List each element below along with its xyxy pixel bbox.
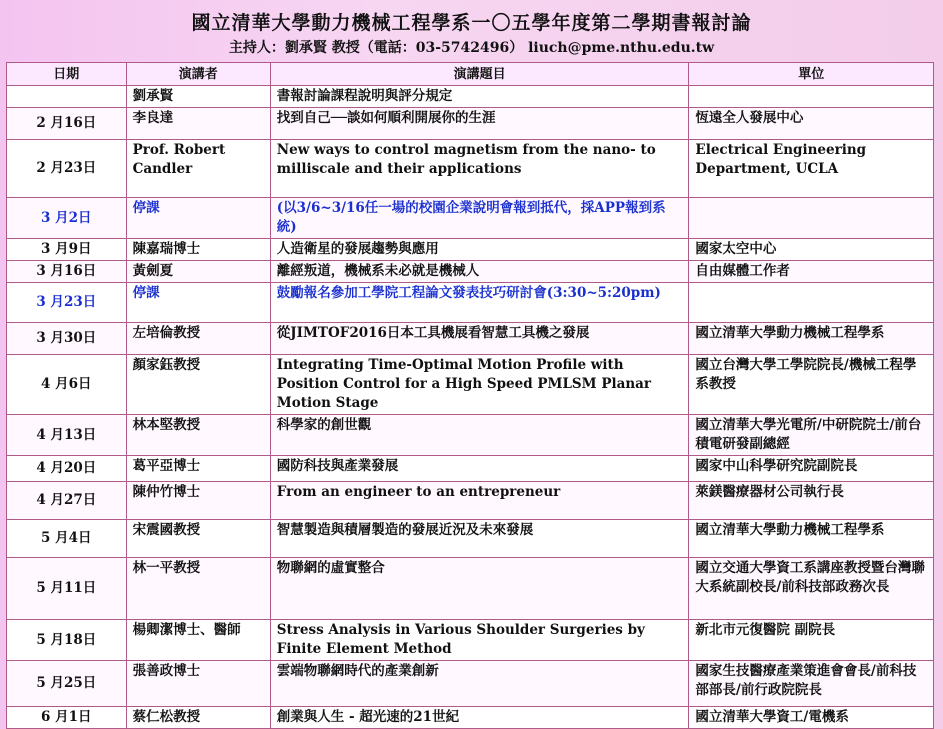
- cell-unit: [689, 198, 934, 239]
- cell-topic: (以3/6~3/16任一場的校園企業說明會報到抵代，採APP報到系統): [270, 198, 689, 239]
- cell-speaker: 陳仲竹博士: [126, 482, 270, 520]
- table-row: [7, 239, 934, 261]
- cell-date: 5 月25日: [7, 661, 127, 707]
- cell-topic: 離經叛道，機械系未必就是機械人: [270, 261, 689, 283]
- cell-unit: 萊鎂醫療器材公司執行長: [689, 482, 934, 520]
- cell-topic: Integrating Time-Optimal Motion Profile with Position Control for a High Speed PMLSM Planar Motion Stage: [270, 355, 689, 415]
- cell-topic: New ways to control magnetism from the nano- to milliscale and their applications: [270, 140, 689, 198]
- table-row: [7, 108, 934, 140]
- table-row: [7, 415, 934, 456]
- table-row: [7, 323, 934, 355]
- cell-topic: Stress Analysis in Various Shoulder Surgeries by Finite Element Method: [270, 620, 689, 661]
- cell-unit: [689, 86, 934, 108]
- cell-date: 5 月11日: [7, 558, 127, 620]
- table-row: [7, 620, 934, 661]
- cell-date: 2 月23日: [7, 140, 127, 198]
- table-row: [7, 140, 934, 198]
- table-row: [7, 86, 934, 108]
- cell-date: 3 月2日: [7, 198, 127, 239]
- cell-date: 4 月6日: [7, 355, 127, 415]
- cell-date: 3 月30日: [7, 323, 127, 355]
- cell-topic: 找到自己──談如何順利開展你的生涯: [270, 108, 689, 140]
- cell-unit: 國家太空中心: [689, 239, 934, 261]
- cell-speaker: 停課: [126, 198, 270, 239]
- cell-topic: 科學家的創世觀: [270, 415, 689, 456]
- cell-unit: 國家中山科學研究院副院長: [689, 456, 934, 482]
- cell-unit: 新北市元復醫院 副院長: [689, 620, 934, 661]
- cell-topic: 從JIMTOF2016日本工具機展看智慧工具機之發展: [270, 323, 689, 355]
- table-row: [7, 198, 934, 239]
- cell-topic: 創業與人生 - 超光速的21世紀: [270, 707, 689, 729]
- column-header-unit: 單位: [689, 63, 934, 86]
- cell-date: [7, 86, 127, 108]
- cell-speaker: 蔡仁松教授: [126, 707, 270, 729]
- cell-speaker: 左培倫教授: [126, 323, 270, 355]
- cell-speaker: 停課: [126, 283, 270, 323]
- cell-date: 3 月23日: [7, 283, 127, 323]
- cell-unit: 國立清華大學動力機械工程學系: [689, 520, 934, 558]
- table-row: [7, 456, 934, 482]
- cell-unit: [689, 283, 934, 323]
- page-title: 國立清華大學動力機械工程學系一〇五學年度第二學期書報討論: [191, 12, 752, 34]
- cell-date: 3 月9日: [7, 239, 127, 261]
- cell-unit: 國立清華大學動力機械工程學系: [689, 323, 934, 355]
- table-row: [7, 283, 934, 323]
- cell-date: 6 月1日: [7, 707, 127, 729]
- table-row: [7, 558, 934, 620]
- cell-speaker: 張善政博士: [126, 661, 270, 707]
- cell-speaker: 林本堅教授: [126, 415, 270, 456]
- cell-speaker: 黃劍夏: [126, 261, 270, 283]
- cell-unit: 自由媒體工作者: [689, 261, 934, 283]
- column-header-speaker: 演講者: [126, 63, 270, 86]
- cell-date: 5 月4日: [7, 520, 127, 558]
- cell-speaker: Prof. Robert Candler: [126, 140, 270, 198]
- cell-unit: 國立台灣大學工學院院長/機械工程學系教授: [689, 355, 934, 415]
- cell-date: 5 月18日: [7, 620, 127, 661]
- cell-topic: 物聯網的虛實整合: [270, 558, 689, 620]
- cell-unit: 國立清華大學資工/電機系: [689, 707, 934, 729]
- cell-speaker: 林一平教授: [126, 558, 270, 620]
- cell-unit: 國立交通大學資工系講座教授暨台灣聯大系統副校長/前科技部政務次長: [689, 558, 934, 620]
- table-header-row: [7, 63, 934, 86]
- cell-unit: Electrical Engineering Department, UCLA: [689, 140, 934, 198]
- cell-speaker: 李良達: [126, 108, 270, 140]
- table-row: [7, 482, 934, 520]
- cell-topic: 智慧製造與積層製造的發展近況及未來發展: [270, 520, 689, 558]
- table-row: [7, 707, 934, 729]
- cell-date: 2 月16日: [7, 108, 127, 140]
- table-row: [7, 520, 934, 558]
- cell-topic: 國防科技與產業發展: [270, 456, 689, 482]
- cell-topic: 雲端物聯網時代的產業創新: [270, 661, 689, 707]
- cell-date: 3 月16日: [7, 261, 127, 283]
- cell-speaker: 楊卿潔博士、醫師: [126, 620, 270, 661]
- cell-speaker: 宋震國教授: [126, 520, 270, 558]
- cell-topic: 鼓勵報名參加工學院工程論文發表技巧研討會(3:30~5:20pm): [270, 283, 689, 323]
- page-subtitle: 主持人：劉承賢 教授（電話：03-5742496） liuch@pme.nthu.edu.tw: [228, 40, 715, 56]
- cell-topic: 書報討論課程說明與評分規定: [270, 86, 689, 108]
- cell-speaker: 陳嘉瑞博士: [126, 239, 270, 261]
- cell-speaker: 劉承賢: [126, 86, 270, 108]
- cell-topic: 人造衛星的發展趨勢與應用: [270, 239, 689, 261]
- table-row: [7, 261, 934, 283]
- cell-unit: 國家生技醫療產業策進會會長/前科技部部長/前行政院院長: [689, 661, 934, 707]
- cell-speaker: 葛平亞博士: [126, 456, 270, 482]
- cell-date: 4 月27日: [7, 482, 127, 520]
- table-row: [7, 355, 934, 415]
- schedule-table: [6, 62, 934, 729]
- table-row: [7, 661, 934, 707]
- cell-topic: From an engineer to an entrepreneur: [270, 482, 689, 520]
- column-header-date: 日期: [7, 63, 127, 86]
- cell-date: 4 月13日: [7, 415, 127, 456]
- cell-date: 4 月20日: [7, 456, 127, 482]
- cell-unit: 國立清華大學光電所/中研院院士/前台積電研發副總經: [689, 415, 934, 456]
- column-header-topic: 演講題目: [270, 63, 689, 86]
- cell-unit: 恆遠全人發展中心: [689, 108, 934, 140]
- cell-speaker: 顏家鈺教授: [126, 355, 270, 415]
